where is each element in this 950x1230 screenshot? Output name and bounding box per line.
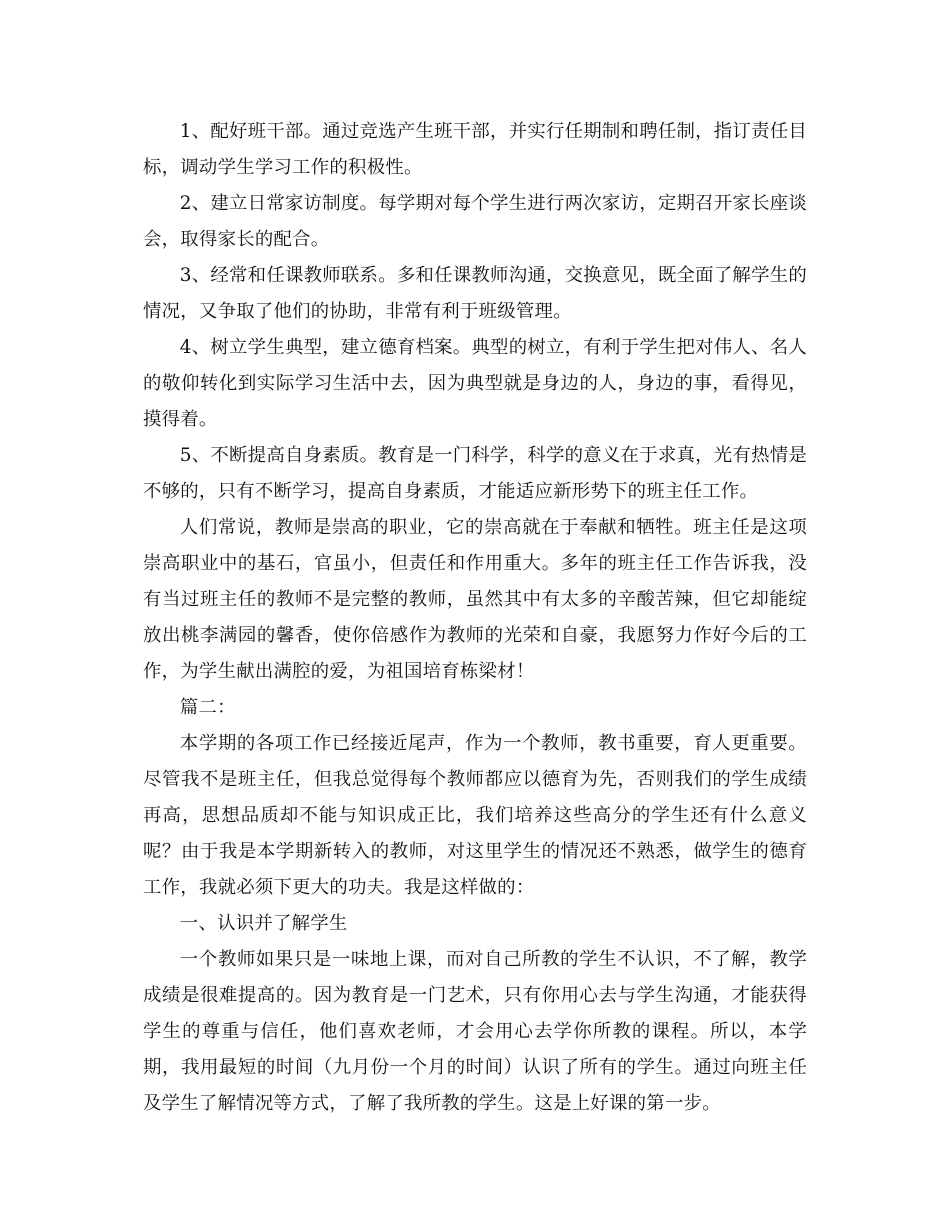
paragraph-2: 2、建立日常家访制度。每学期对每个学生进行两次家访，定期召开家长座谈会，取得家长的配合。 <box>143 193 807 250</box>
paragraph-8: 本学期的各项工作已经接近尾声，作为一个教师，教书重要，育人更重要。尽管我不是班主任，但我总觉得每个教师都应以德育为先，否则我们的学生成绩再高，思想品质却不能与知识成正比，我们培养这些高分的学生还有什么意义呢？由于我是本学期新转入的教师，对这里学生的情况还不熟悉，做学生的德育工作，我就必须下更大的功夫。我是这样做的： <box>143 733 807 898</box>
paragraph-6: 人们常说，教师是崇高的职业，它的崇高就在于奉献和牺牲。班主任是这项崇高职业中的基石，官虽小，但责任和作用重大。多年的班主任工作告诉我，没有当过班主任的教师不是完整的教师，虽然其中有太多的辛酸苦辣，但它却能绽放出桃李满园的馨香，使你倍感作为教师的光荣和自豪，我愿努力作好今后的工作，为学生献出满腔的爱，为祖国培育栋梁材！ <box>143 517 807 682</box>
section-heading-part-two: 篇二： <box>179 697 236 718</box>
paragraph-3: 3、经常和任课教师联系。多和任课教师沟通，交换意见，既全面了解学生的情况，又争取了他们的协助，非常有利于班级管理。 <box>143 265 807 322</box>
paragraph-5: 5、不断提高自身素质。教育是一门科学，科学的意义在于求真，光有热情是不够的，只有不断学习，提高自身素质，才能适应新形势下的班主任工作。 <box>143 445 807 502</box>
paragraph-10: 一个教师如果只是一味地上课，而对自己所教的学生不认识，不了解，教学成绩是很难提高的。因为教育是一门艺术，只有你用心去与学生沟通，才能获得学生的尊重与信任，他们喜欢老师，才会用心去学你所教的课程。所以，本学期，我用最短的时间（九月份一个月的时间）认识了所有的学生。通过向班主任及学生了解情况等方式，了解了我所教的学生。这是上好课的第一步。 <box>143 949 807 1114</box>
paragraph-4: 4、树立学生典型，建立德育档案。典型的树立，有利于学生把对伟人、名人的敬仰转化到实际学习生活中去，因为典型就是身边的人，身边的事，看得见，摸得着。 <box>143 337 807 430</box>
paragraph-1: 1、配好班干部。通过竞选产生班干部，并实行任期制和聘任制，指订责任目标，调动学生学习工作的积极性。 <box>143 121 807 178</box>
document-page <box>143 114 807 1122</box>
section-heading-1: 一、认识并了解学生 <box>179 913 348 934</box>
